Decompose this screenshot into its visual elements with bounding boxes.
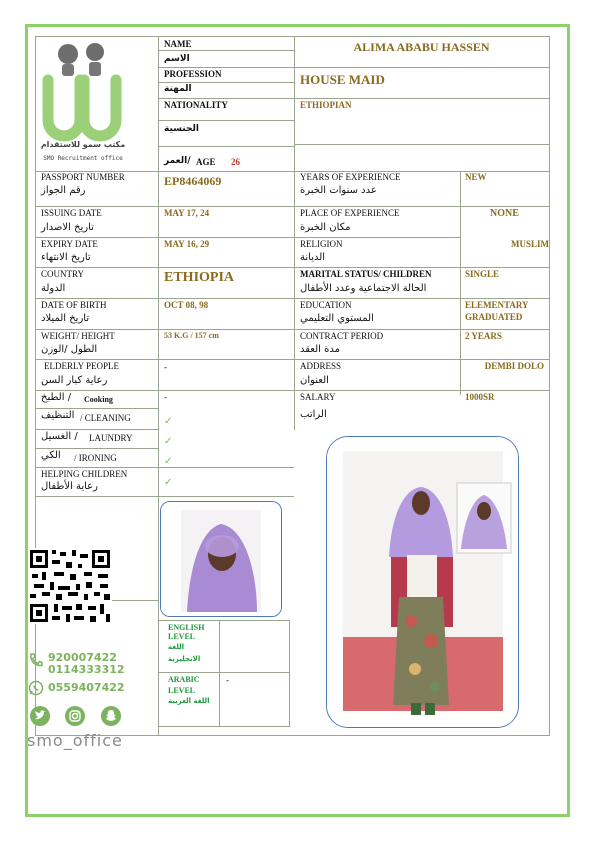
country-label-ar: الدولة [41,283,66,294]
issuing-date-label: ISSUING DATE [41,208,102,218]
profession-label-ar: المهنة [164,84,192,94]
age-value: 26 [231,157,240,167]
marital-value: SINGLE [465,269,500,279]
passport-value: EP8464069 [164,174,222,188]
laundry-check-icon: ✓ [164,436,173,447]
instagram-icon[interactable] [65,706,85,726]
elderly-label: ELDERLY PEOPLE [44,361,120,371]
brand-name-ar: مكتب سمو للاستقدام [40,140,126,149]
name-label-ar: الاسم [164,54,190,64]
full-body-photo [326,436,519,728]
contract-value: 2 YEARS [465,331,502,341]
contract-label-ar: مدة العقد [300,344,340,355]
brand-handle: smo_office [27,731,123,750]
religion-label-ar: الديانة [300,252,326,263]
age-label: AGE [196,157,216,167]
marital-label-ar: الحالة الاجتماعية وعدد الأطفال [300,283,427,294]
nationality-value: ETHIOPIAN [300,100,352,110]
salary-value: 1000SR [465,392,495,402]
english-level-label-1: ENGLISH [168,623,205,632]
arabic-level-label-1: ARABIC [168,675,200,684]
salary-label: SALARY [300,392,336,402]
country-label: COUNTRY [41,269,85,279]
profession-label: PROFESSION [164,69,222,79]
cooking-value: - [164,392,167,402]
weight-height-value: 53 K.G / 157 cm [164,331,219,340]
arabic-level-label-ar: اللغة العربية [168,697,210,705]
profession-value: HOUSE MAID [300,72,385,87]
laundry-label-ar: الغسيل / [41,431,78,442]
education-label-ar: المستوي التعليمي [300,313,374,324]
dob-label: DATE OF BIRTH [41,300,107,310]
dob-label-ar: تاريخ الميلاد [41,313,90,324]
address-label: ADDRESS [300,361,342,371]
ironing-label-ar: الكي [41,450,61,461]
twitter-icon[interactable] [30,706,50,726]
phone-icon [28,652,44,668]
issuing-date-label-ar: تاريخ الاصدار [41,222,94,233]
dob-value: OCT 08, 98 [164,300,209,310]
country-value: ETHIOPIA [164,270,235,285]
weight-height-label-ar: الطول /الوزن [41,344,98,355]
phone-number-2: 0114333312 [48,663,125,676]
education-value-2: GRADUATED [465,312,523,322]
place-experience-value: NONE [490,208,519,219]
religion-value: MUSLIM [511,239,549,249]
expiry-date-value: MAY 16, 29 [164,239,210,249]
passport-label-ar: رقم الجواز [41,185,86,196]
religion-label: RELIGION [300,239,343,249]
name-label: NAME [164,39,192,49]
experience-value: NEW [465,172,487,182]
english-level-label-2: LEVEL [168,632,196,641]
ironing-label: / IRONING [74,453,117,463]
expiry-date-label: EXPIRY DATE [41,239,98,249]
children-check-icon: ✓ [164,477,173,488]
name-value: ALIMA ABABU HASSEN [353,40,490,54]
elderly-value: - [164,362,167,372]
age-label-ar: العمر/ [164,156,191,166]
experience-label-ar: عدد سنوات الخبرة [300,185,377,196]
issuing-date-value: MAY 17, 24 [164,208,210,218]
arabic-level-value: - [226,675,229,685]
expiry-date-label-ar: تاريخ الانتهاء [41,252,91,263]
laundry-label: LAUNDRY [89,433,133,443]
cooking-label: Cooking [84,395,113,404]
nationality-label: NATIONALITY [164,100,228,110]
children-label-ar: رعاية الأطفال [41,481,98,492]
whatsapp-icon [28,680,44,696]
passport-label: PASSPORT NUMBER [41,172,125,182]
company-logo [40,42,130,170]
portrait-photo [160,501,282,617]
snapchat-icon[interactable] [101,706,121,726]
education-label: EDUCATION [300,300,352,310]
whatsapp-number: 0559407422 [48,681,125,694]
arabic-level-label-2: LEVEL [168,686,196,695]
elderly-label-ar: رعاية كبار السن [41,375,108,386]
salary-label-ar: الراتب [300,409,327,420]
marital-label: MARITAL STATUS/ CHILDREN [300,269,432,279]
nationality-label-ar: الجنسية [164,124,199,134]
address-value: DEMBI DOLO [484,361,544,371]
children-label: HELPING CHILDREN [41,469,128,479]
brand-name-en: SMO Recruitment office [43,155,123,162]
english-level-label-ar-2: الانجليزية [168,655,201,663]
address-label-ar: العنوان [300,375,329,386]
cleaning-check-icon: ✓ [164,416,173,427]
qr-code [28,548,112,624]
experience-label: YEARS OF EXPERIENCE [300,172,401,182]
ironing-check-icon: ✓ [164,456,173,467]
cleaning-label-ar: التنظيف [41,410,75,421]
education-value-1: ELEMENTARY [465,300,529,310]
english-level-label-ar-1: اللغة [168,643,185,651]
phone-number-1: 920007422 [48,651,117,664]
contract-label: CONTRACT PERIOD [300,331,384,341]
place-experience-label-ar: مكان الخبرة [300,222,351,233]
weight-height-label: WEIGHT/ HEIGHT [41,331,115,341]
cleaning-label: / CLEANING [80,413,131,423]
place-experience-label: PLACE OF EXPERIENCE [300,208,400,218]
cooking-label-ar: الطبخ / [41,392,72,403]
